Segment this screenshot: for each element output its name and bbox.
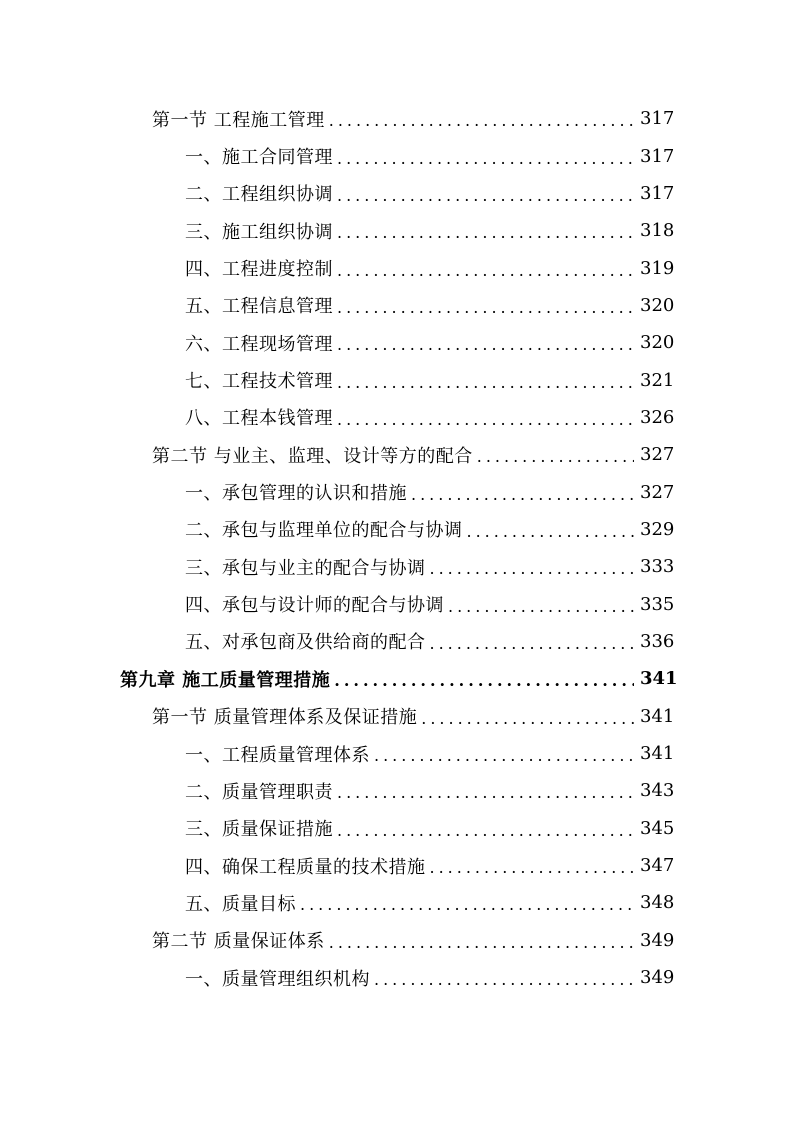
toc-entry-title: 五、工程信息管理 [185, 296, 333, 318]
toc-dot-leader [430, 559, 635, 578]
toc-section-entry[interactable] [0, 100, 793, 137]
toc-entry-page-number: 341 [640, 705, 675, 727]
toc-entry-page-number: 317 [640, 145, 675, 167]
toc-entry-title: 一、质量管理组织机构 [185, 968, 370, 990]
toc-subsection-entry[interactable] [0, 137, 793, 174]
toc-subsection-entry[interactable] [0, 324, 793, 361]
toc-entry-title: 二、质量管理职责 [185, 781, 333, 803]
toc-entry-title: 三、施工组织协调 [185, 221, 333, 243]
toc-dot-leader [411, 485, 634, 504]
toc-subsection-entry[interactable] [0, 772, 793, 809]
toc-entry-title: 七、工程技术管理 [185, 371, 333, 393]
toc-section-entry[interactable] [0, 922, 793, 959]
toc-entry-title: 第二节 与业主、监理、设计等方的配合 [152, 445, 473, 467]
toc-entry-page-number: 319 [640, 257, 675, 279]
toc-entry-title: 第二节 质量保证体系 [152, 931, 325, 953]
toc-subsection-entry[interactable] [0, 361, 793, 398]
toc-entry-title: 八、工程本钱管理 [185, 408, 333, 430]
toc-entry-title: 二、工程组织协调 [185, 184, 333, 206]
toc-entry-page-number: 341 [640, 743, 675, 765]
toc-dot-leader [421, 709, 634, 728]
toc-entry-page-number: 320 [640, 332, 675, 354]
toc-subsection-entry[interactable] [0, 511, 793, 548]
toc-dot-leader [337, 410, 634, 429]
toc-entry-page-number: 349 [640, 929, 675, 951]
toc-entry-page-number: 326 [640, 406, 675, 428]
toc-chapter-entry[interactable] [0, 660, 793, 697]
toc-entry-title: 六、工程现场管理 [185, 333, 333, 355]
toc-dot-leader [430, 858, 635, 877]
toc-entry-page-number: 336 [640, 630, 675, 652]
toc-subsection-entry[interactable] [0, 959, 793, 996]
toc-entry-page-number: 318 [640, 220, 675, 242]
toc-entry-title: 三、承包与业主的配合与协调 [185, 557, 426, 579]
toc-dot-leader [300, 895, 634, 914]
toc-entry-page-number: 327 [640, 481, 675, 503]
table-of-contents [0, 100, 793, 996]
toc-dot-leader [337, 783, 634, 802]
toc-entry-title: 五、质量目标 [185, 893, 296, 915]
toc-entry-page-number: 349 [640, 967, 675, 989]
toc-subsection-entry[interactable] [0, 810, 793, 847]
toc-entry-page-number: 317 [640, 182, 675, 204]
toc-subsection-entry[interactable] [0, 623, 793, 660]
toc-dot-leader [329, 933, 634, 952]
toc-dot-leader [329, 111, 634, 130]
toc-dot-leader [337, 186, 634, 205]
toc-entry-title: 一、施工合同管理 [185, 147, 333, 169]
toc-entry-page-number: 333 [640, 556, 675, 578]
toc-entry-title: 第一节 质量管理体系及保证措施 [152, 707, 418, 729]
toc-subsection-entry[interactable] [0, 249, 793, 286]
toc-subsection-entry[interactable] [0, 473, 793, 510]
toc-entry-page-number: 317 [640, 108, 675, 130]
toc-dot-leader [337, 821, 634, 840]
toc-entry-title: 一、工程质量管理体系 [185, 744, 370, 766]
toc-subsection-entry[interactable] [0, 884, 793, 921]
toc-entry-title: 五、对承包商及供给商的配合 [185, 632, 426, 654]
toc-dot-leader [430, 634, 635, 653]
toc-dot-leader [337, 223, 634, 242]
toc-entry-title: 第九章 施工质量管理措施 [120, 669, 331, 691]
toc-entry-page-number: 345 [640, 817, 675, 839]
toc-dot-leader [374, 970, 634, 989]
toc-dot-leader [334, 671, 634, 690]
toc-dot-leader [337, 298, 634, 317]
toc-entry-page-number: 327 [640, 444, 675, 466]
toc-entry-page-number: 341 [640, 668, 678, 690]
toc-entry-page-number: 335 [640, 593, 675, 615]
toc-entry-title: 四、确保工程质量的技术措施 [185, 856, 426, 878]
toc-subsection-entry[interactable] [0, 212, 793, 249]
toc-entry-page-number: 320 [640, 294, 675, 316]
toc-entry-page-number: 329 [640, 518, 675, 540]
toc-entry-title: 第一节 工程施工管理 [152, 109, 325, 131]
toc-section-entry[interactable] [0, 698, 793, 735]
toc-dot-leader [337, 261, 634, 280]
toc-entry-page-number: 343 [640, 780, 675, 802]
toc-dot-leader [337, 373, 634, 392]
toc-entry-page-number: 321 [640, 369, 675, 391]
toc-entry-page-number: 347 [640, 855, 675, 877]
toc-subsection-entry[interactable] [0, 548, 793, 585]
toc-entry-title: 四、工程进度控制 [185, 259, 333, 281]
toc-dot-leader [467, 522, 635, 541]
toc-subsection-entry[interactable] [0, 399, 793, 436]
toc-entry-title: 一、承包管理的认识和措施 [185, 483, 407, 505]
toc-dot-leader [477, 447, 634, 466]
toc-entry-title: 二、承包与监理单位的配合与协调 [185, 520, 463, 542]
toc-subsection-entry[interactable] [0, 735, 793, 772]
toc-subsection-entry[interactable] [0, 287, 793, 324]
toc-dot-leader [337, 149, 634, 168]
toc-subsection-entry[interactable] [0, 847, 793, 884]
toc-dot-leader [337, 335, 634, 354]
toc-dot-leader [374, 746, 634, 765]
toc-entry-title: 四、承包与设计师的配合与协调 [185, 595, 444, 617]
toc-section-entry[interactable] [0, 436, 793, 473]
toc-subsection-entry[interactable] [0, 585, 793, 622]
toc-subsection-entry[interactable] [0, 175, 793, 212]
toc-entry-title: 三、质量保证措施 [185, 819, 333, 841]
toc-entry-page-number: 348 [640, 892, 675, 914]
toc-dot-leader [448, 597, 634, 616]
